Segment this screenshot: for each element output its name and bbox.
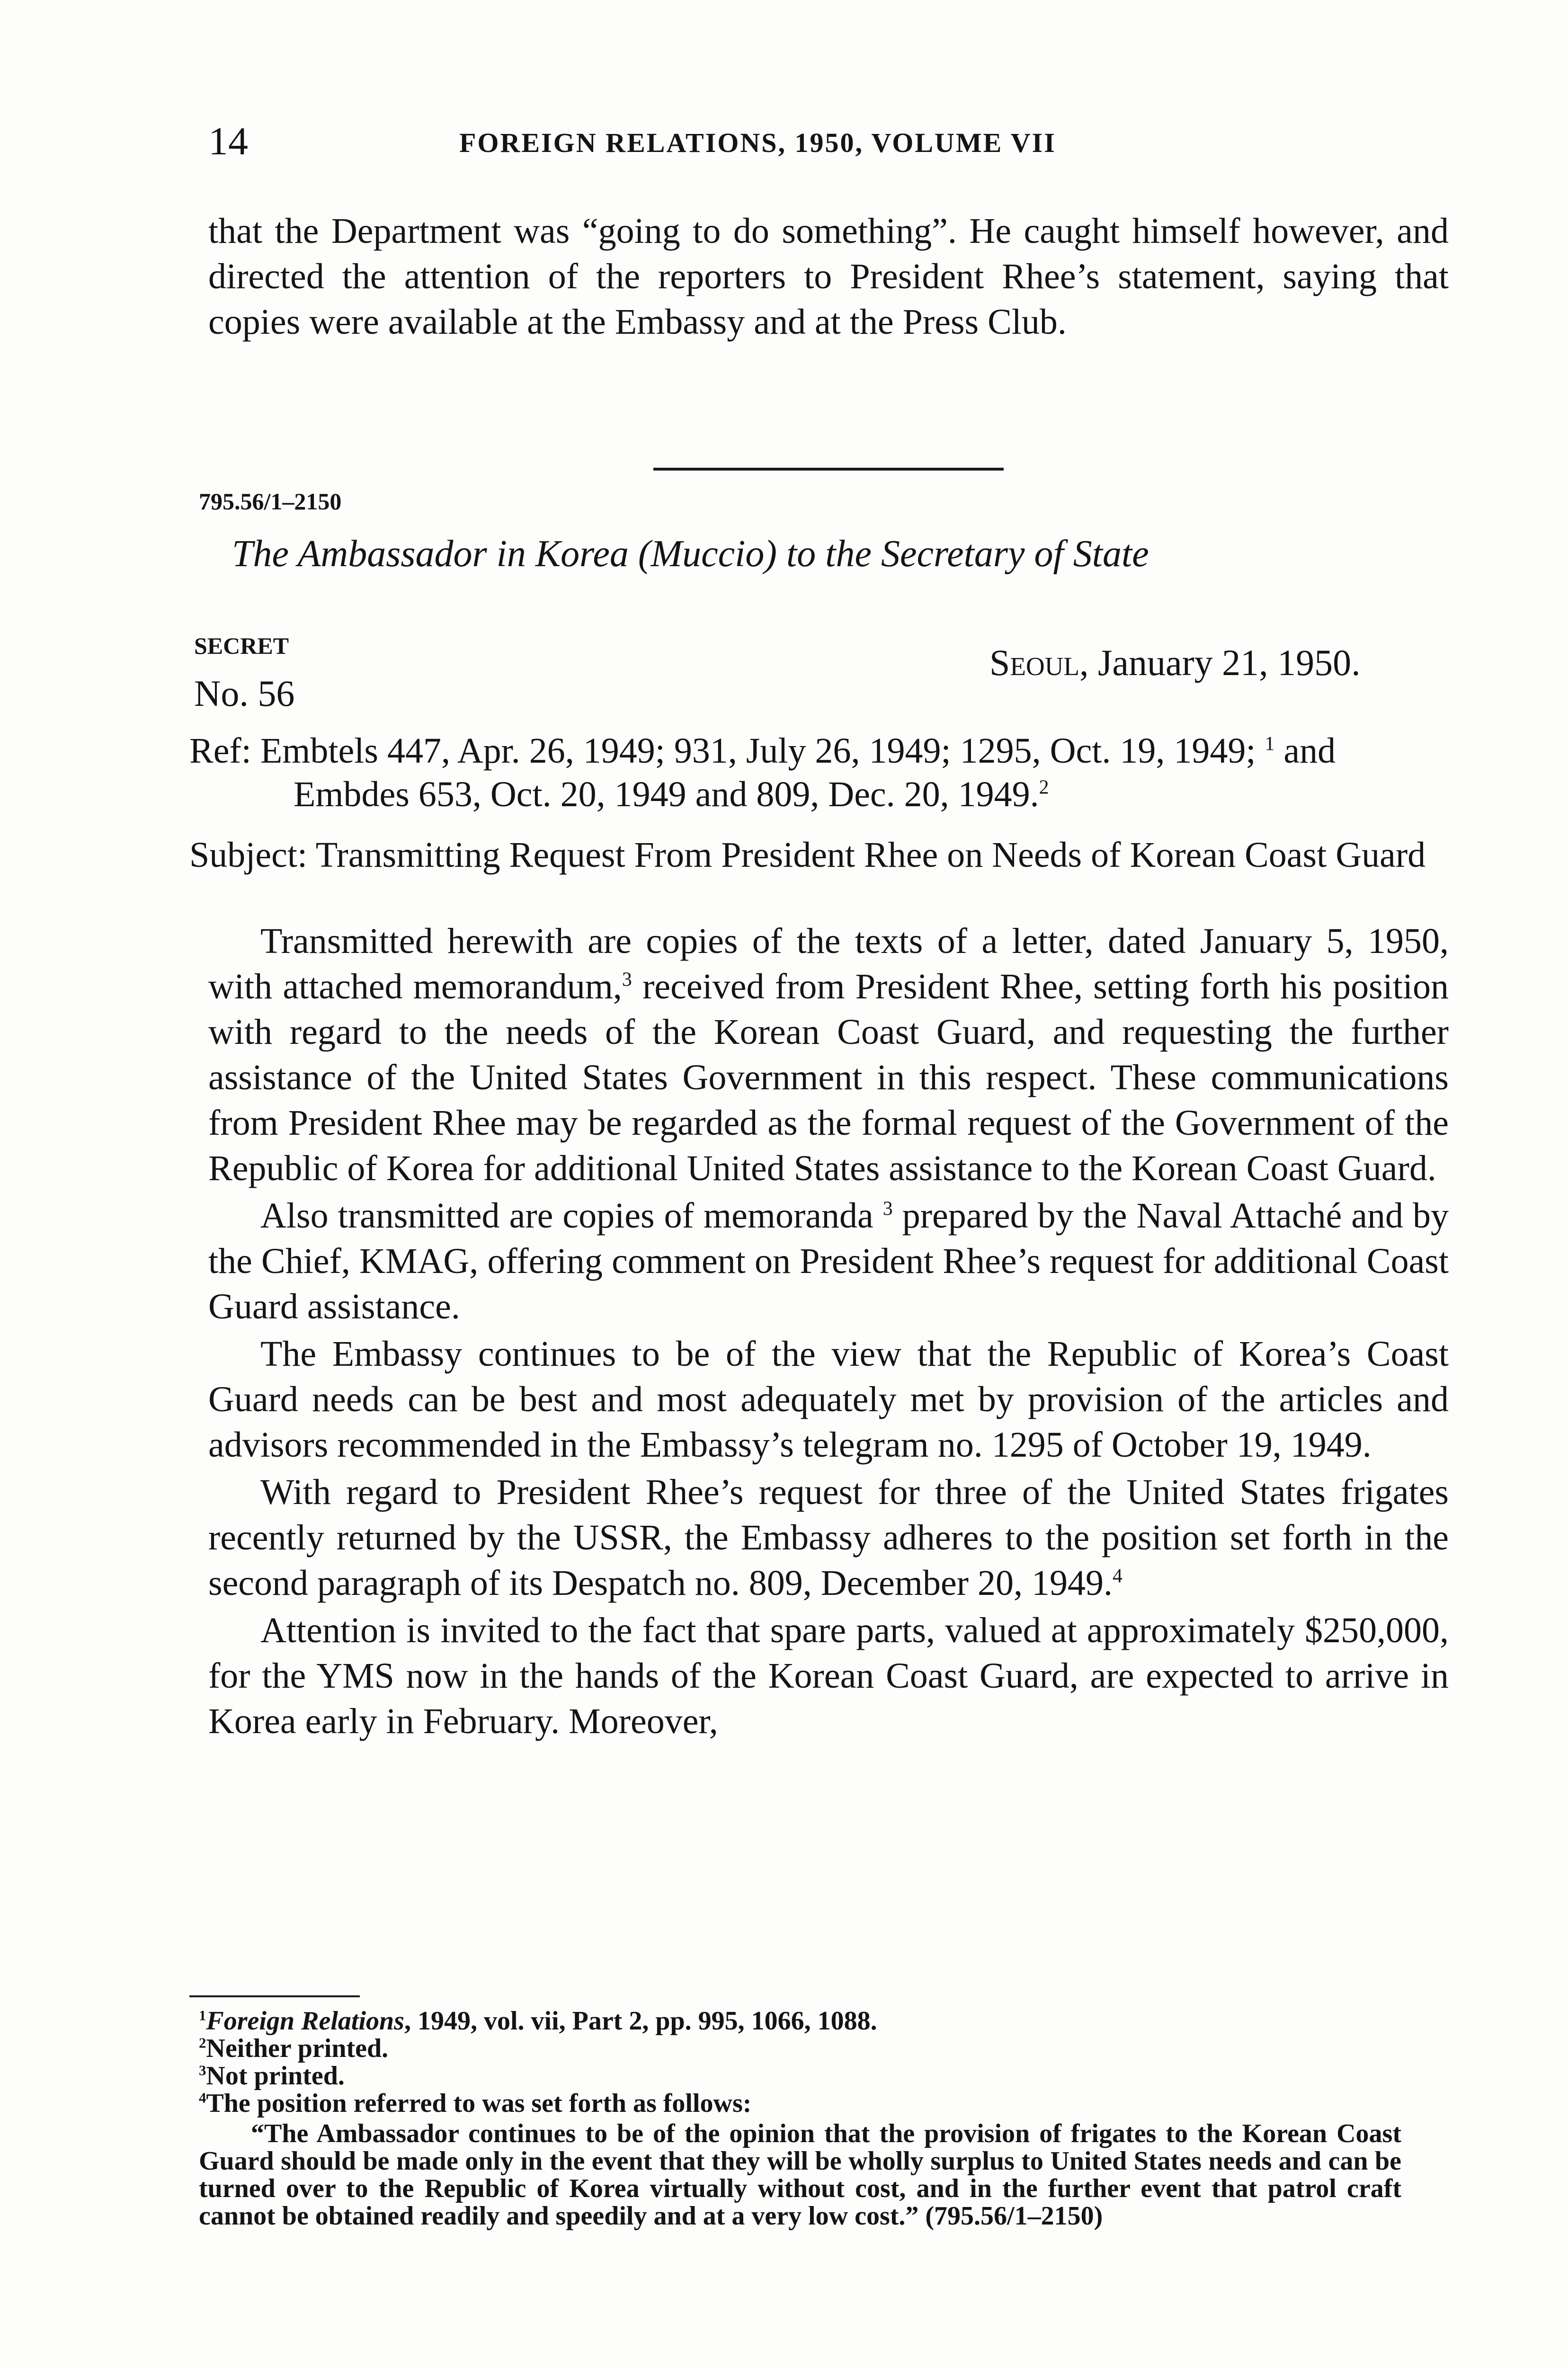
document-title: The Ambassador in Korea (Muccio) to the Secretary of State bbox=[232, 533, 1149, 575]
document-number: No. 56 bbox=[194, 673, 295, 714]
dateline-place: Seoul bbox=[989, 642, 1080, 683]
reference-label: Ref: bbox=[189, 731, 251, 771]
footnote-4-text: The position referred to was set forth as follows: bbox=[206, 2089, 752, 2118]
subject-label: Subject: bbox=[189, 835, 308, 875]
footnote-ref-4: 4 bbox=[1112, 1565, 1123, 1587]
reference-line bbox=[189, 729, 1449, 816]
body-paragraph-4 bbox=[208, 1469, 1449, 1606]
body-paragraph-1-a: Transmitted herewith are copies of the texts of a letter, dated January 5, 1950, with attached memorandum, bbox=[208, 921, 1449, 1006]
subject-text: Transmitting Request From President Rhee on Needs of Korean Coast Guard bbox=[315, 835, 1426, 875]
footnote-2 bbox=[199, 2035, 1401, 2062]
footnote-1-italic: Foreign Relations bbox=[206, 2006, 404, 2036]
body-text bbox=[208, 918, 1449, 1746]
footnote-2-mark: 2 bbox=[199, 2035, 206, 2051]
body-paragraph-2 bbox=[208, 1193, 1449, 1329]
subject-block bbox=[189, 833, 1449, 877]
footnote-1-mark: 1 bbox=[199, 2007, 206, 2024]
footnote-4-mark: 4 bbox=[199, 2090, 206, 2106]
footnote-3-text: Not printed. bbox=[206, 2061, 345, 2091]
footnote-4 bbox=[199, 2090, 1401, 2117]
dateline-date: , January 21, 1950. bbox=[1079, 642, 1361, 683]
footnote-ref-2: 2 bbox=[1039, 776, 1049, 799]
dateline bbox=[989, 641, 1361, 684]
body-paragraph-3: The Embassy continues to be of the view that the Republic of Korea’s Coast Guard needs can be best and most adequately met by provision of the articles and advisors recommended in the Embassy’s telegram no. 1295 of October 19, 1949. bbox=[208, 1334, 1449, 1465]
footnote-3-mark: 3 bbox=[199, 2062, 206, 2079]
body-paragraph-1 bbox=[208, 918, 1449, 1191]
footnote-4-quote: “The Ambassador continues to be of the opinion that the provision of frigates to the Korean Coast Guard should be made only in the event that they will be wholly surplus to United States needs and can be turned over to the Republic of Korea virtually without cost, and in the further event that patrol craft cannot be obtained readily and speedily and at a very low cost.” (795.56/1–2150) bbox=[199, 2119, 1401, 2231]
body-paragraph-5: Attention is invited to the fact that spare parts, valued at approximately $250,000, for the YMS now in the hands of the Korean Coast Guard, are expected to arrive in Korea early in February. Moreover, bbox=[208, 1611, 1449, 1741]
footnote-ref-3: 3 bbox=[622, 969, 632, 991]
body-paragraph-2-b: prepared by the Naval Attaché and by the Chief, KMAG, offering comment on President Rhee’s request for additional Coast Guard assistance. bbox=[208, 1196, 1449, 1326]
section-divider bbox=[653, 468, 1004, 471]
classification-label: SECRET bbox=[194, 632, 289, 659]
footnote-2-text: Neither printed. bbox=[206, 2034, 389, 2063]
opening-paragraph-text: that the Department was “going to do something”. He caught himself however, and directed the attention of the reporters to President Rhee’s statement, saying that copies were available at the Embassy and at the Press Club. bbox=[208, 211, 1449, 342]
body-paragraph-4-a: With regard to President Rhee’s request for three of the United States frigates recently returned by the USSR, the Embassy adheres to the position set forth in the second paragraph of its Despatch no. 809, December 20, 1949. bbox=[208, 1472, 1449, 1603]
reference-text-a: Embtels 447, Apr. 26, 1949; 931, July 26, 1949; 1295, Oct. 19, 1949; bbox=[260, 731, 1256, 771]
footnote-ref-1: 1 bbox=[1265, 733, 1275, 755]
running-head: FOREIGN RELATIONS, 1950, VOLUME VII bbox=[459, 127, 1056, 158]
footnote-1-text: , 1949, vol. vii, Part 2, pp. 995, 1066, 1088. bbox=[404, 2006, 877, 2036]
file-number: 795.56/1–2150 bbox=[199, 488, 342, 515]
footnote-3 bbox=[199, 2062, 1401, 2090]
footnote-ref-3b: 3 bbox=[882, 1198, 893, 1220]
subject-line bbox=[189, 833, 1449, 877]
footnotes bbox=[199, 2007, 1401, 2230]
opening-paragraph bbox=[208, 208, 1449, 345]
body-paragraph-2-a: Also transmitted are copies of memoranda bbox=[260, 1196, 873, 1236]
page-number: 14 bbox=[208, 119, 248, 163]
page-header bbox=[208, 118, 1458, 175]
footnote-1 bbox=[199, 2007, 1401, 2035]
reference-block bbox=[189, 729, 1449, 816]
body-paragraph-1-b: received from President Rhee, setting forth his position with regard to the needs of the Korean Coast Guard, and requesting the further assistance of the United States Government in this respect. These communications from President Rhee may be regarded as the formal request of the Government of the Republic of Korea for additional United States assistance to the Korean Coast Guard. bbox=[208, 967, 1449, 1188]
reference-text-b: and Embdes 653, Oct. 20, 1949 and 809, Dec. 20, 1949. bbox=[294, 731, 1336, 814]
footnote-divider bbox=[189, 1995, 360, 1997]
